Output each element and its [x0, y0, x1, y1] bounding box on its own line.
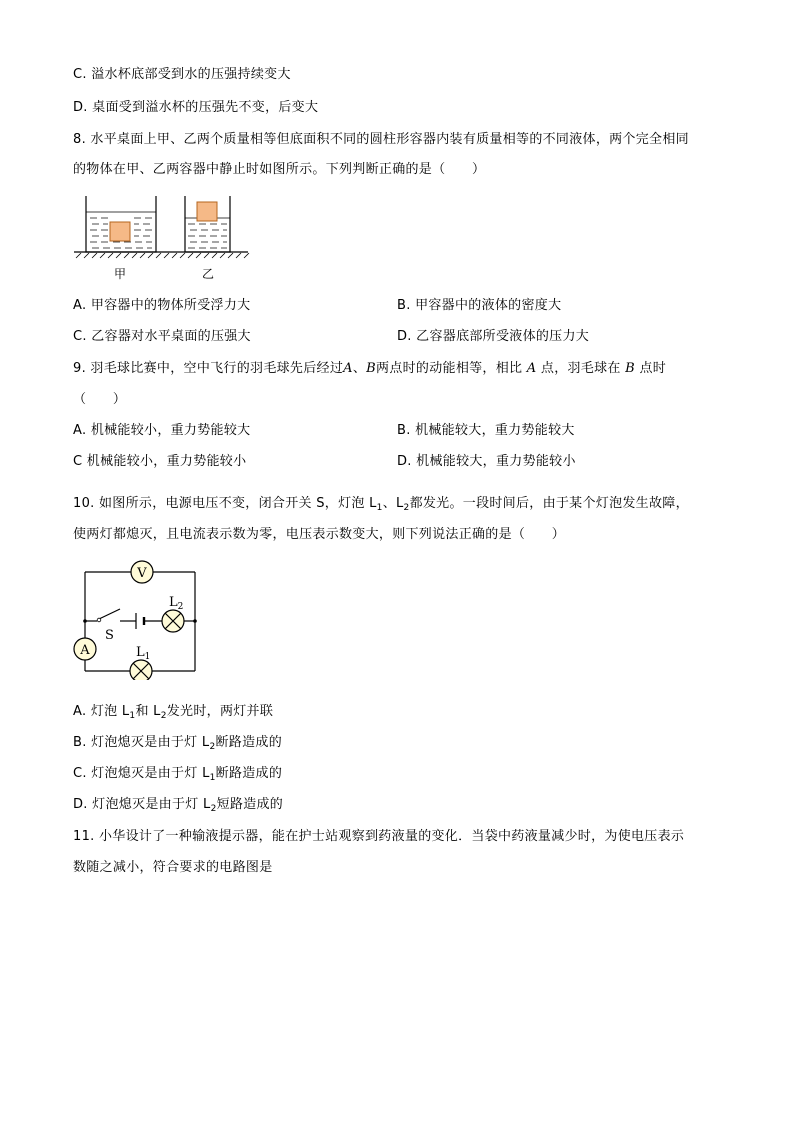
container-yi	[185, 196, 230, 252]
q9-option-a: A. 机械能较小，重力势能较大	[73, 423, 251, 438]
q9-option-d: D. 机械能较大，重力势能较小	[397, 454, 576, 469]
ammeter-label: A	[80, 643, 90, 658]
ammeter-icon	[74, 638, 96, 660]
voltmeter-icon	[131, 561, 153, 583]
q9-option-b: B. 机械能较大，重力势能较大	[397, 423, 575, 438]
q8-stem-line2: 的物体在甲、乙两容器中静止时如图所示。下列判断正确的是（ ）	[73, 162, 486, 177]
q10-stem-line2: 使两灯都熄灭，且电流表示数为零，电压表示数变大，则下列说法正确的是（ ）	[73, 527, 566, 542]
q8-option-b: B. 甲容器中的液体的密度大	[397, 298, 562, 313]
q11-stem-line1: 11. 小华设计了一种输液提示器，能在护士站观察到药液量的变化．当袋中药液量减少时，为使电压表示	[73, 829, 685, 844]
q8-stem-line1: 8. 水平桌面上甲、乙两个质量相等但底面积不同的圆柱形容器内装有质量相等的不同液体，两个完全相同	[73, 132, 689, 147]
q8-option-d: D. 乙容器底部所受液体的压力大	[397, 329, 590, 344]
q10-option-c: C. 灯泡熄灭是由于灯 $L_1$断路造成的	[73, 766, 283, 783]
q7-option-c: C. 溢水杯底部受到水的压强持续变大	[73, 67, 291, 82]
q10-stem-line1: 10. 如图所示，电源电压不变，闭合开关 S，灯泡 $L_1$、$L_2$都发光。一段时间后，由于某个灯泡发生故障，	[73, 496, 689, 513]
q11-stem-line2: 数随之减小，符合要求的电路图是	[73, 860, 273, 875]
q10-option-b: B. 灯泡熄灭是由于灯 $L_2$断路造成的	[73, 735, 283, 752]
lamp-l1-label: $L_1$	[136, 645, 151, 662]
q10-circuit-diagram	[70, 558, 202, 680]
q10-option-d: D. 灯泡熄灭是由于灯 $L_2$短路造成的	[73, 797, 284, 814]
label-yi: 乙	[202, 267, 215, 281]
switch-pivot	[97, 618, 101, 622]
junction-right	[193, 619, 197, 623]
voltmeter-label: V	[137, 566, 147, 581]
q8-option-a: A. 甲容器中的物体所受浮力大	[73, 298, 251, 313]
lamp-l1-icon	[130, 660, 152, 680]
switch-label: S	[105, 628, 114, 643]
q8-option-c: C. 乙容器对水平桌面的压强大	[73, 329, 251, 344]
q10-option-a: A. 灯泡 $L_1$和 $L_2$发光时，两灯并联	[73, 704, 274, 721]
q9-option-c: C 机械能较小，重力势能较小	[73, 454, 247, 469]
floating-block-yi	[197, 202, 217, 221]
floating-block-jia	[110, 222, 130, 241]
lamp-l2-icon	[162, 610, 184, 632]
q9-stem-line1: 9. 羽毛球比赛中，空中飞行的羽毛球先后经过A、B两点时的动能相等，相比 A 点，羽毛球在 B 点时	[73, 361, 667, 376]
q9-stem-line2: （ ）	[73, 392, 127, 407]
lamp-l2-label: $L_2$	[169, 595, 184, 612]
label-jia: 甲	[114, 267, 127, 281]
q7-option-d: D. 桌面受到溢水杯的压强先不变，后变大	[73, 100, 319, 115]
junction-left	[83, 619, 87, 623]
container-jia	[86, 196, 156, 252]
q8-containers-figure	[70, 192, 250, 284]
battery-icon	[136, 613, 144, 629]
ground-hatching	[76, 253, 249, 258]
